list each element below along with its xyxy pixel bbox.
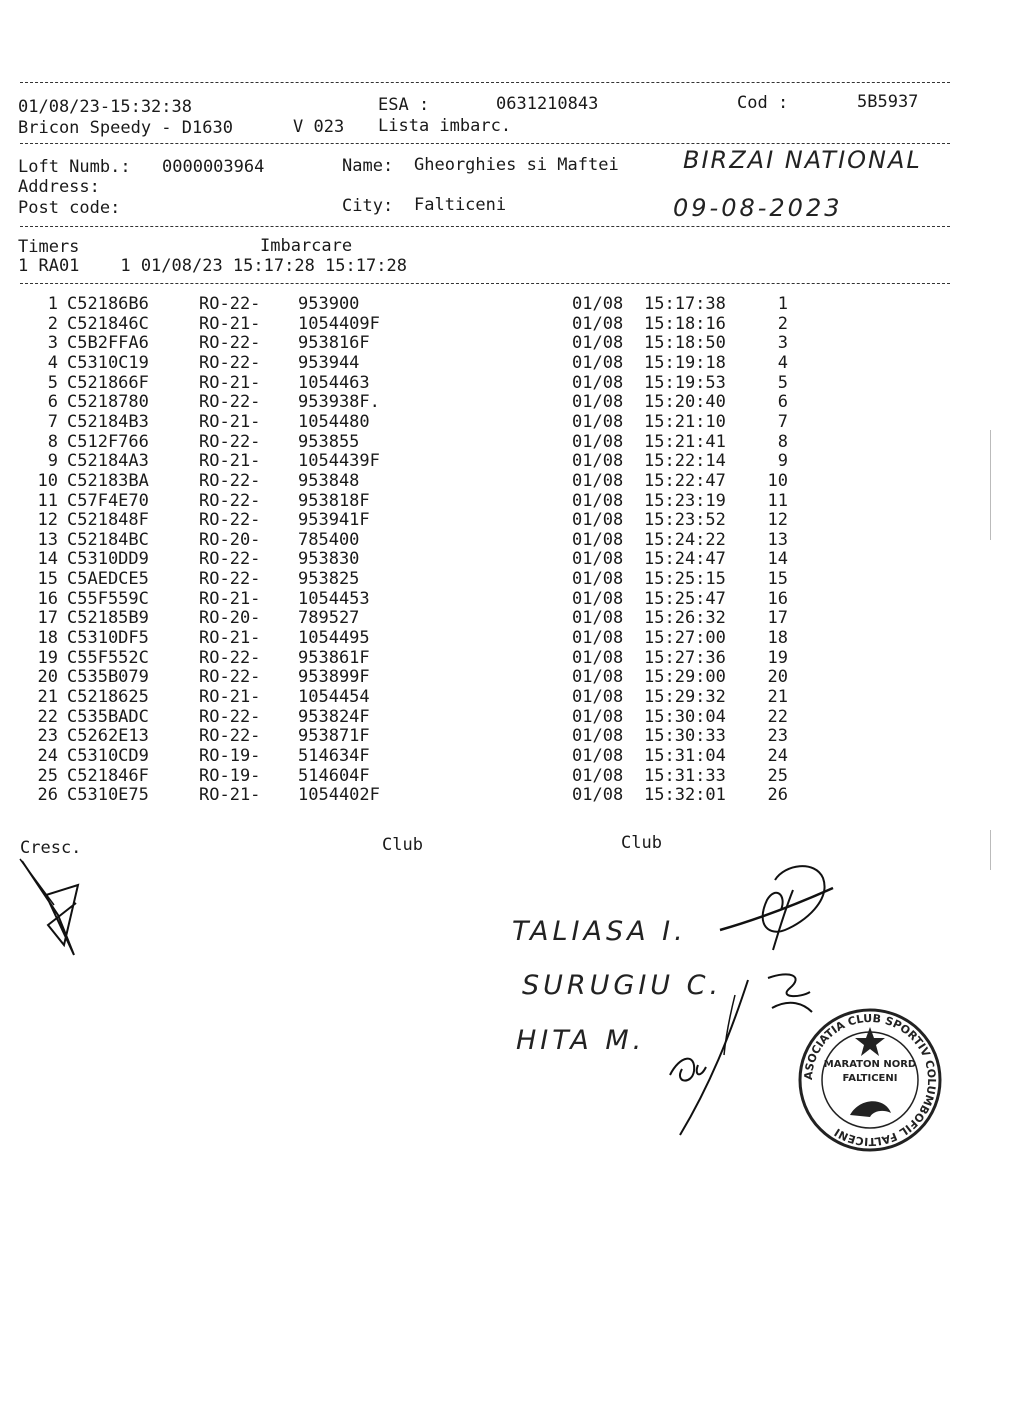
position: 9 — [777, 451, 788, 472]
row-number: 25 — [37, 765, 58, 786]
ring-prefix: RO-21- — [199, 785, 261, 806]
chip-id: C52185B9 — [67, 608, 149, 629]
arrival-time: 15:21:41 — [644, 431, 726, 452]
position: 1 — [777, 294, 788, 314]
loft-label: Loft Numb.: — [18, 157, 131, 177]
position: 24 — [767, 745, 788, 766]
row-number: 14 — [37, 549, 58, 570]
position: 17 — [767, 608, 788, 629]
device-version: V 023 — [293, 117, 345, 137]
row-number: 11 — [37, 490, 58, 511]
arrival-date: 01/08 — [572, 470, 624, 491]
ring-number: 953825 — [298, 569, 360, 590]
cresc-label: Cresc. — [20, 838, 82, 858]
position: 5 — [777, 372, 788, 393]
row-number: 9 — [47, 451, 58, 472]
row-number: 3 — [47, 333, 58, 354]
city-value: Falticeni — [414, 195, 507, 215]
divider-owner — [20, 226, 950, 227]
address-label: Address: — [18, 177, 100, 197]
arrival-date: 01/08 — [572, 529, 624, 550]
row-number: 15 — [37, 569, 58, 590]
arrival-time: 15:20:40 — [644, 392, 726, 413]
ring-number: 514634F — [298, 745, 370, 766]
ring-number: 1054402F — [298, 785, 380, 806]
svg-text:MARATON NORD: MARATON NORD — [823, 1059, 917, 1070]
arrival-date: 01/08 — [572, 431, 624, 452]
ring-number: 953818F — [298, 490, 370, 511]
ring-prefix: RO-22- — [199, 333, 261, 354]
arrival-date: 01/08 — [572, 726, 624, 747]
ring-prefix: RO-22- — [199, 392, 261, 413]
imbarcare-label: Imbarcare — [260, 236, 353, 256]
arrival-date: 01/08 — [572, 569, 624, 590]
official-signature-3 — [660, 975, 760, 1145]
arrival-time: 15:26:32 — [644, 608, 726, 629]
arrival-time: 15:18:16 — [644, 313, 726, 334]
ring-prefix: RO-19- — [199, 765, 261, 786]
ring-prefix: RO-22- — [199, 470, 261, 491]
club-stamp — [795, 1005, 945, 1155]
arrival-time: 15:30:04 — [644, 706, 726, 727]
chip-id: C52184B3 — [67, 411, 149, 432]
handwritten-date: 09-08-2023 — [673, 194, 843, 222]
chip-id: C5218625 — [67, 687, 149, 707]
ring-number: 1054439F — [298, 451, 380, 472]
ring-number: 1054480 — [298, 411, 370, 432]
position: 18 — [767, 628, 788, 649]
arrival-date: 01/08 — [572, 687, 624, 707]
chip-id: C52184A3 — [67, 451, 149, 472]
position: 6 — [777, 392, 788, 413]
official-name-1: TALIASA I. — [512, 916, 687, 947]
position: 25 — [767, 765, 788, 786]
ring-prefix: RO-21- — [199, 411, 261, 432]
arrival-time: 15:18:50 — [644, 333, 726, 354]
ring-number: 953848 — [298, 470, 360, 491]
ring-number: 953941F — [298, 510, 370, 531]
arrival-date: 01/08 — [572, 608, 624, 629]
row-number: 2 — [47, 313, 58, 334]
position: 12 — [767, 510, 788, 531]
arrival-date: 01/08 — [572, 588, 624, 609]
loft-number: 0000003964 — [162, 157, 265, 177]
arrival-date: 01/08 — [572, 352, 624, 373]
position: 3 — [777, 333, 788, 354]
chip-id: C5310DF5 — [67, 628, 149, 649]
postcode-label: Post code: — [18, 198, 121, 218]
ring-number: 953824F — [298, 706, 370, 727]
arrival-date: 01/08 — [572, 765, 624, 786]
arrival-date: 01/08 — [572, 706, 624, 727]
ring-prefix: RO-22- — [199, 667, 261, 688]
chip-id: C5AEDCE5 — [67, 569, 149, 590]
position: 16 — [767, 588, 788, 609]
arrival-date: 01/08 — [572, 667, 624, 688]
position: 23 — [767, 726, 788, 747]
svg-text:ASOCIATIA CLUB SPORTIV COLUMBO: ASOCIATIA CLUB SPORTIV COLUMBOFIL FALTICENI — [801, 1011, 939, 1149]
timer-row: 1 RA01 1 01/08/23 15:17:28 15:17:28 — [18, 256, 407, 276]
arrival-time: 15:19:18 — [644, 352, 726, 373]
row-number: 6 — [47, 392, 58, 413]
arrival-time: 15:24:47 — [644, 549, 726, 570]
divider-timers — [20, 283, 950, 284]
chip-id: C55F559C — [67, 588, 149, 609]
city-label: City: — [342, 196, 394, 216]
print-datetime: 01/08/23-15:32:38 — [18, 97, 192, 117]
row-number: 18 — [37, 628, 58, 649]
official-signature-1 — [715, 860, 840, 955]
list-title: Lista imbarc. — [378, 116, 512, 136]
row-number: 16 — [37, 588, 58, 609]
ring-prefix: RO-22- — [199, 726, 261, 747]
row-number: 24 — [37, 745, 58, 766]
name-label: Name: — [342, 156, 394, 176]
ring-prefix: RO-19- — [199, 745, 261, 766]
arrival-date: 01/08 — [572, 294, 624, 314]
chip-id: C521848F — [67, 510, 149, 531]
ring-number: 953899F — [298, 667, 370, 688]
ring-number: 953830 — [298, 549, 360, 570]
position: 20 — [767, 667, 788, 688]
arrival-time: 15:21:10 — [644, 411, 726, 432]
row-number: 12 — [37, 510, 58, 531]
row-number: 4 — [47, 352, 58, 373]
row-number: 7 — [47, 411, 58, 432]
arrival-time: 15:27:00 — [644, 628, 726, 649]
chip-id: C521846C — [67, 313, 149, 334]
position: 11 — [767, 490, 788, 511]
chip-id: C535BADC — [67, 706, 149, 727]
row-number: 26 — [37, 785, 58, 806]
arrival-time: 15:23:19 — [644, 490, 726, 511]
arrival-date: 01/08 — [572, 490, 624, 511]
position: 7 — [777, 411, 788, 432]
arrival-time: 15:19:53 — [644, 372, 726, 393]
ring-prefix: RO-22- — [199, 549, 261, 570]
row-number: 19 — [37, 647, 58, 668]
position: 2 — [777, 313, 788, 334]
position: 4 — [777, 352, 788, 373]
arrival-date: 01/08 — [572, 745, 624, 766]
chip-id: C55F552C — [67, 647, 149, 668]
ring-number: 1054409F — [298, 313, 380, 334]
cod-label: Cod : — [737, 93, 789, 113]
breeder-signature — [18, 855, 98, 960]
esa-value: 0631210843 — [496, 94, 599, 114]
owner-name: Gheorghies si Maftei — [414, 155, 619, 175]
arrival-time: 15:24:22 — [644, 529, 726, 550]
divider-top — [20, 82, 950, 83]
ring-prefix: RO-22- — [199, 352, 261, 373]
ring-prefix: RO-22- — [199, 569, 261, 590]
arrival-time: 15:32:01 — [644, 785, 726, 806]
position: 13 — [767, 529, 788, 550]
ring-prefix: RO-22- — [199, 431, 261, 452]
ring-prefix: RO-21- — [199, 451, 261, 472]
timers-label: Timers — [18, 237, 80, 257]
row-number: 21 — [37, 687, 58, 707]
cod-value: 5B5937 — [857, 92, 919, 112]
position: 10 — [767, 470, 788, 491]
row-number: 5 — [47, 372, 58, 393]
arrival-date: 01/08 — [572, 510, 624, 531]
ring-number: 953871F — [298, 726, 370, 747]
ring-number: 953944 — [298, 352, 360, 373]
esa-label: ESA : — [378, 95, 430, 115]
arrival-time: 15:29:32 — [644, 687, 726, 707]
arrival-date: 01/08 — [572, 392, 624, 413]
ring-prefix: RO-20- — [199, 529, 261, 550]
arrival-time: 15:17:38 — [644, 294, 726, 314]
chip-id: C512F766 — [67, 431, 149, 452]
chip-id: C521846F — [67, 765, 149, 786]
arrival-time: 15:23:52 — [644, 510, 726, 531]
ring-prefix: RO-22- — [199, 706, 261, 727]
row-number: 13 — [37, 529, 58, 550]
club-label-2: Club — [621, 833, 662, 853]
arrival-date: 01/08 — [572, 333, 624, 354]
ring-number: 514604F — [298, 765, 370, 786]
chip-id: C5310E75 — [67, 785, 149, 806]
row-number: 10 — [37, 470, 58, 491]
arrival-date: 01/08 — [572, 372, 624, 393]
arrival-date: 01/08 — [572, 785, 624, 806]
ring-prefix: RO-20- — [199, 608, 261, 629]
position: 8 — [777, 431, 788, 452]
ring-number: 953855 — [298, 431, 360, 452]
arrival-date: 01/08 — [572, 549, 624, 570]
chip-id: C5310C19 — [67, 352, 149, 373]
ring-prefix: RO-21- — [199, 372, 261, 393]
chip-id: C57F4E70 — [67, 490, 149, 511]
chip-id: C5310CD9 — [67, 745, 149, 766]
arrival-time: 15:25:15 — [644, 569, 726, 590]
ring-prefix: RO-22- — [199, 490, 261, 511]
chip-id: C5218780 — [67, 392, 149, 413]
scan-mark — [990, 830, 991, 870]
arrival-time: 15:22:14 — [644, 451, 726, 472]
ring-number: 785400 — [298, 529, 360, 550]
ring-number: 789527 — [298, 608, 360, 629]
position: 15 — [767, 569, 788, 590]
arrival-time: 15:31:04 — [644, 745, 726, 766]
ring-number: 1054453 — [298, 588, 370, 609]
arrival-time: 15:22:47 — [644, 470, 726, 491]
club-label-1: Club — [382, 835, 423, 855]
arrival-time: 15:27:36 — [644, 647, 726, 668]
ring-prefix: RO-21- — [199, 313, 261, 334]
position: 21 — [767, 687, 788, 707]
ring-prefix: RO-21- — [199, 687, 261, 707]
device-name: Bricon Speedy - D1630 — [18, 118, 233, 138]
chip-id: C5310DD9 — [67, 549, 149, 570]
position: 19 — [767, 647, 788, 668]
divider-header — [20, 143, 950, 144]
arrival-time: 15:29:00 — [644, 667, 726, 688]
official-name-2: SURUGIU C. — [522, 970, 723, 1001]
ring-number: 1054454 — [298, 687, 370, 707]
chip-id: C521866F — [67, 372, 149, 393]
ring-number: 1054495 — [298, 628, 370, 649]
arrival-date: 01/08 — [572, 411, 624, 432]
arrival-date: 01/08 — [572, 628, 624, 649]
ring-number: 953938F. — [298, 392, 380, 413]
arrival-time: 15:31:33 — [644, 765, 726, 786]
arrival-date: 01/08 — [572, 647, 624, 668]
ring-number: 953816F — [298, 333, 370, 354]
handwritten-race: BIRZAI NATIONAL — [683, 146, 922, 174]
ring-number: 953900 — [298, 294, 360, 314]
ring-prefix: RO-22- — [199, 647, 261, 668]
chip-id: C5262E13 — [67, 726, 149, 747]
ring-number: 953861F — [298, 647, 370, 668]
arrival-date: 01/08 — [572, 451, 624, 472]
row-number: 17 — [37, 608, 58, 629]
svg-text:FALTICENI: FALTICENI — [842, 1073, 898, 1084]
ring-prefix: RO-21- — [199, 628, 261, 649]
row-number: 1 — [47, 294, 58, 314]
arrival-date: 01/08 — [572, 313, 624, 334]
row-number: 23 — [37, 726, 58, 747]
ring-number: 1054463 — [298, 372, 370, 393]
ring-prefix: RO-22- — [199, 294, 261, 314]
row-number: 22 — [37, 706, 58, 727]
row-number: 8 — [47, 431, 58, 452]
chip-id: C52184BC — [67, 529, 149, 550]
ring-prefix: RO-21- — [199, 588, 261, 609]
position: 26 — [767, 785, 788, 806]
row-number: 20 — [37, 667, 58, 688]
chip-id: C535B079 — [67, 667, 149, 688]
chip-id: C52183BA — [67, 470, 149, 491]
arrival-time: 15:30:33 — [644, 726, 726, 747]
arrival-time: 15:25:47 — [644, 588, 726, 609]
position: 14 — [767, 549, 788, 570]
scan-mark — [990, 430, 991, 540]
ring-prefix: RO-22- — [199, 510, 261, 531]
official-name-3: HITA M. — [516, 1025, 646, 1056]
position: 22 — [767, 706, 788, 727]
chip-id: C5B2FFA6 — [67, 333, 149, 354]
chip-id: C52186B6 — [67, 294, 149, 314]
